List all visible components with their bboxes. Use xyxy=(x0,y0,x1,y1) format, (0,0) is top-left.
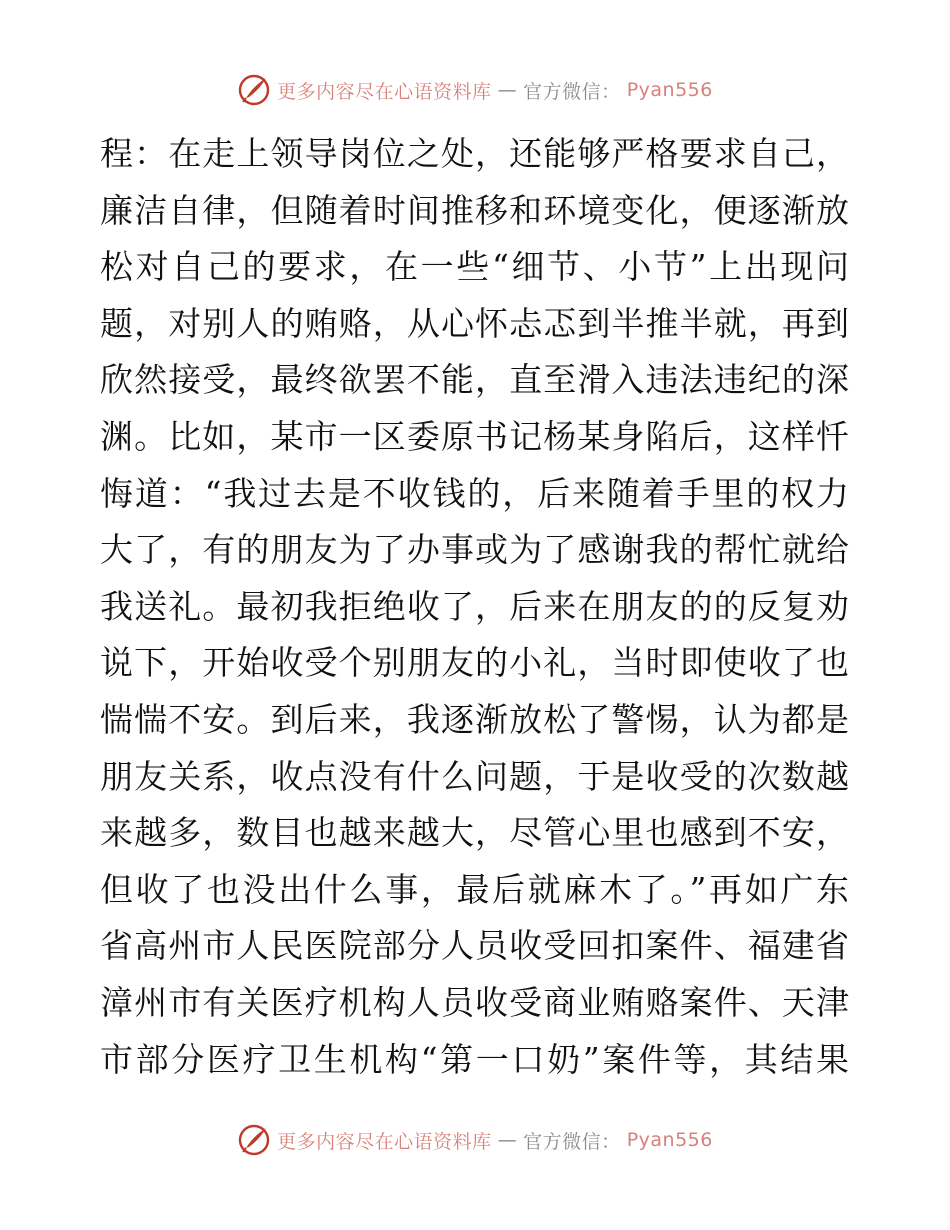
document-body xyxy=(100,126,850,1088)
text-line: 渊。比如，某市一区委原书记杨某身陷后，这样忏 xyxy=(100,416,850,456)
text-line: 惴惴不安。到后来，我逐渐放松了警惕，认为都是 xyxy=(100,699,850,739)
text-line: 欣然接受，最终欲罢不能，直至滑入违法违纪的深 xyxy=(100,360,850,400)
text-line: 朋友关系，收点没有什么问题，于是收受的次数越 xyxy=(100,756,850,796)
quill-pen-logo-icon xyxy=(237,1123,271,1157)
text-line: 廉洁自律，但随着时间推移和环境变化，便逐渐放 xyxy=(100,190,850,230)
text-line: 松对自己的要求，在一些“细节、小节”上出现问 xyxy=(100,247,850,287)
watermark-separator: — xyxy=(497,79,518,101)
header-watermark-banner xyxy=(0,70,950,110)
text-line: 市部分医疗卫生机构“第一口奶”案件等，其结果 xyxy=(100,1039,850,1079)
text-line: 说下，开始收受个别朋友的小礼，当时即使收了也 xyxy=(100,643,850,683)
text-line: 省高州市人民医院部分人员收受回扣案件、福建省 xyxy=(100,926,850,966)
watermark-main-text: 更多内容尽在心语资料库 xyxy=(277,80,492,103)
watermark-separator: — xyxy=(497,1129,518,1151)
watermark-main-text: 更多内容尽在心语资料库 xyxy=(277,1130,492,1153)
text-line: 大了，有的朋友为了办事或为了感谢我的帮忙就给 xyxy=(100,530,850,570)
text-line: 漳州市有关医疗机构人员收受商业贿赂案件、天津 xyxy=(100,982,850,1022)
watermark-official-label: 官方微信： xyxy=(523,80,621,103)
footer-watermark-banner xyxy=(0,1120,950,1160)
watermark-official-label: 官方微信： xyxy=(523,1130,621,1153)
quill-pen-logo-icon xyxy=(237,73,271,107)
watermark-account-id: Pyan556 xyxy=(626,1129,713,1151)
text-line: 但收了也没出什么事，最后就麻木了。”再如广东 xyxy=(100,869,850,909)
text-line: 悔道：“我过去是不收钱的，后来随着手里的权力 xyxy=(100,473,850,513)
watermark-account-id: Pyan556 xyxy=(626,79,713,101)
text-line: 题，对别人的贿赂，从心怀忐忑到半推半就，再到 xyxy=(100,303,850,343)
text-line: 程：在走上领导岗位之处，还能够严格要求自己， xyxy=(100,134,850,173)
text-line: 来越多，数目也越来越大，尽管心里也感到不安， xyxy=(100,813,850,853)
text-line: 我送礼。最初我拒绝收了，后来在朋友的的反复劝 xyxy=(100,586,850,626)
